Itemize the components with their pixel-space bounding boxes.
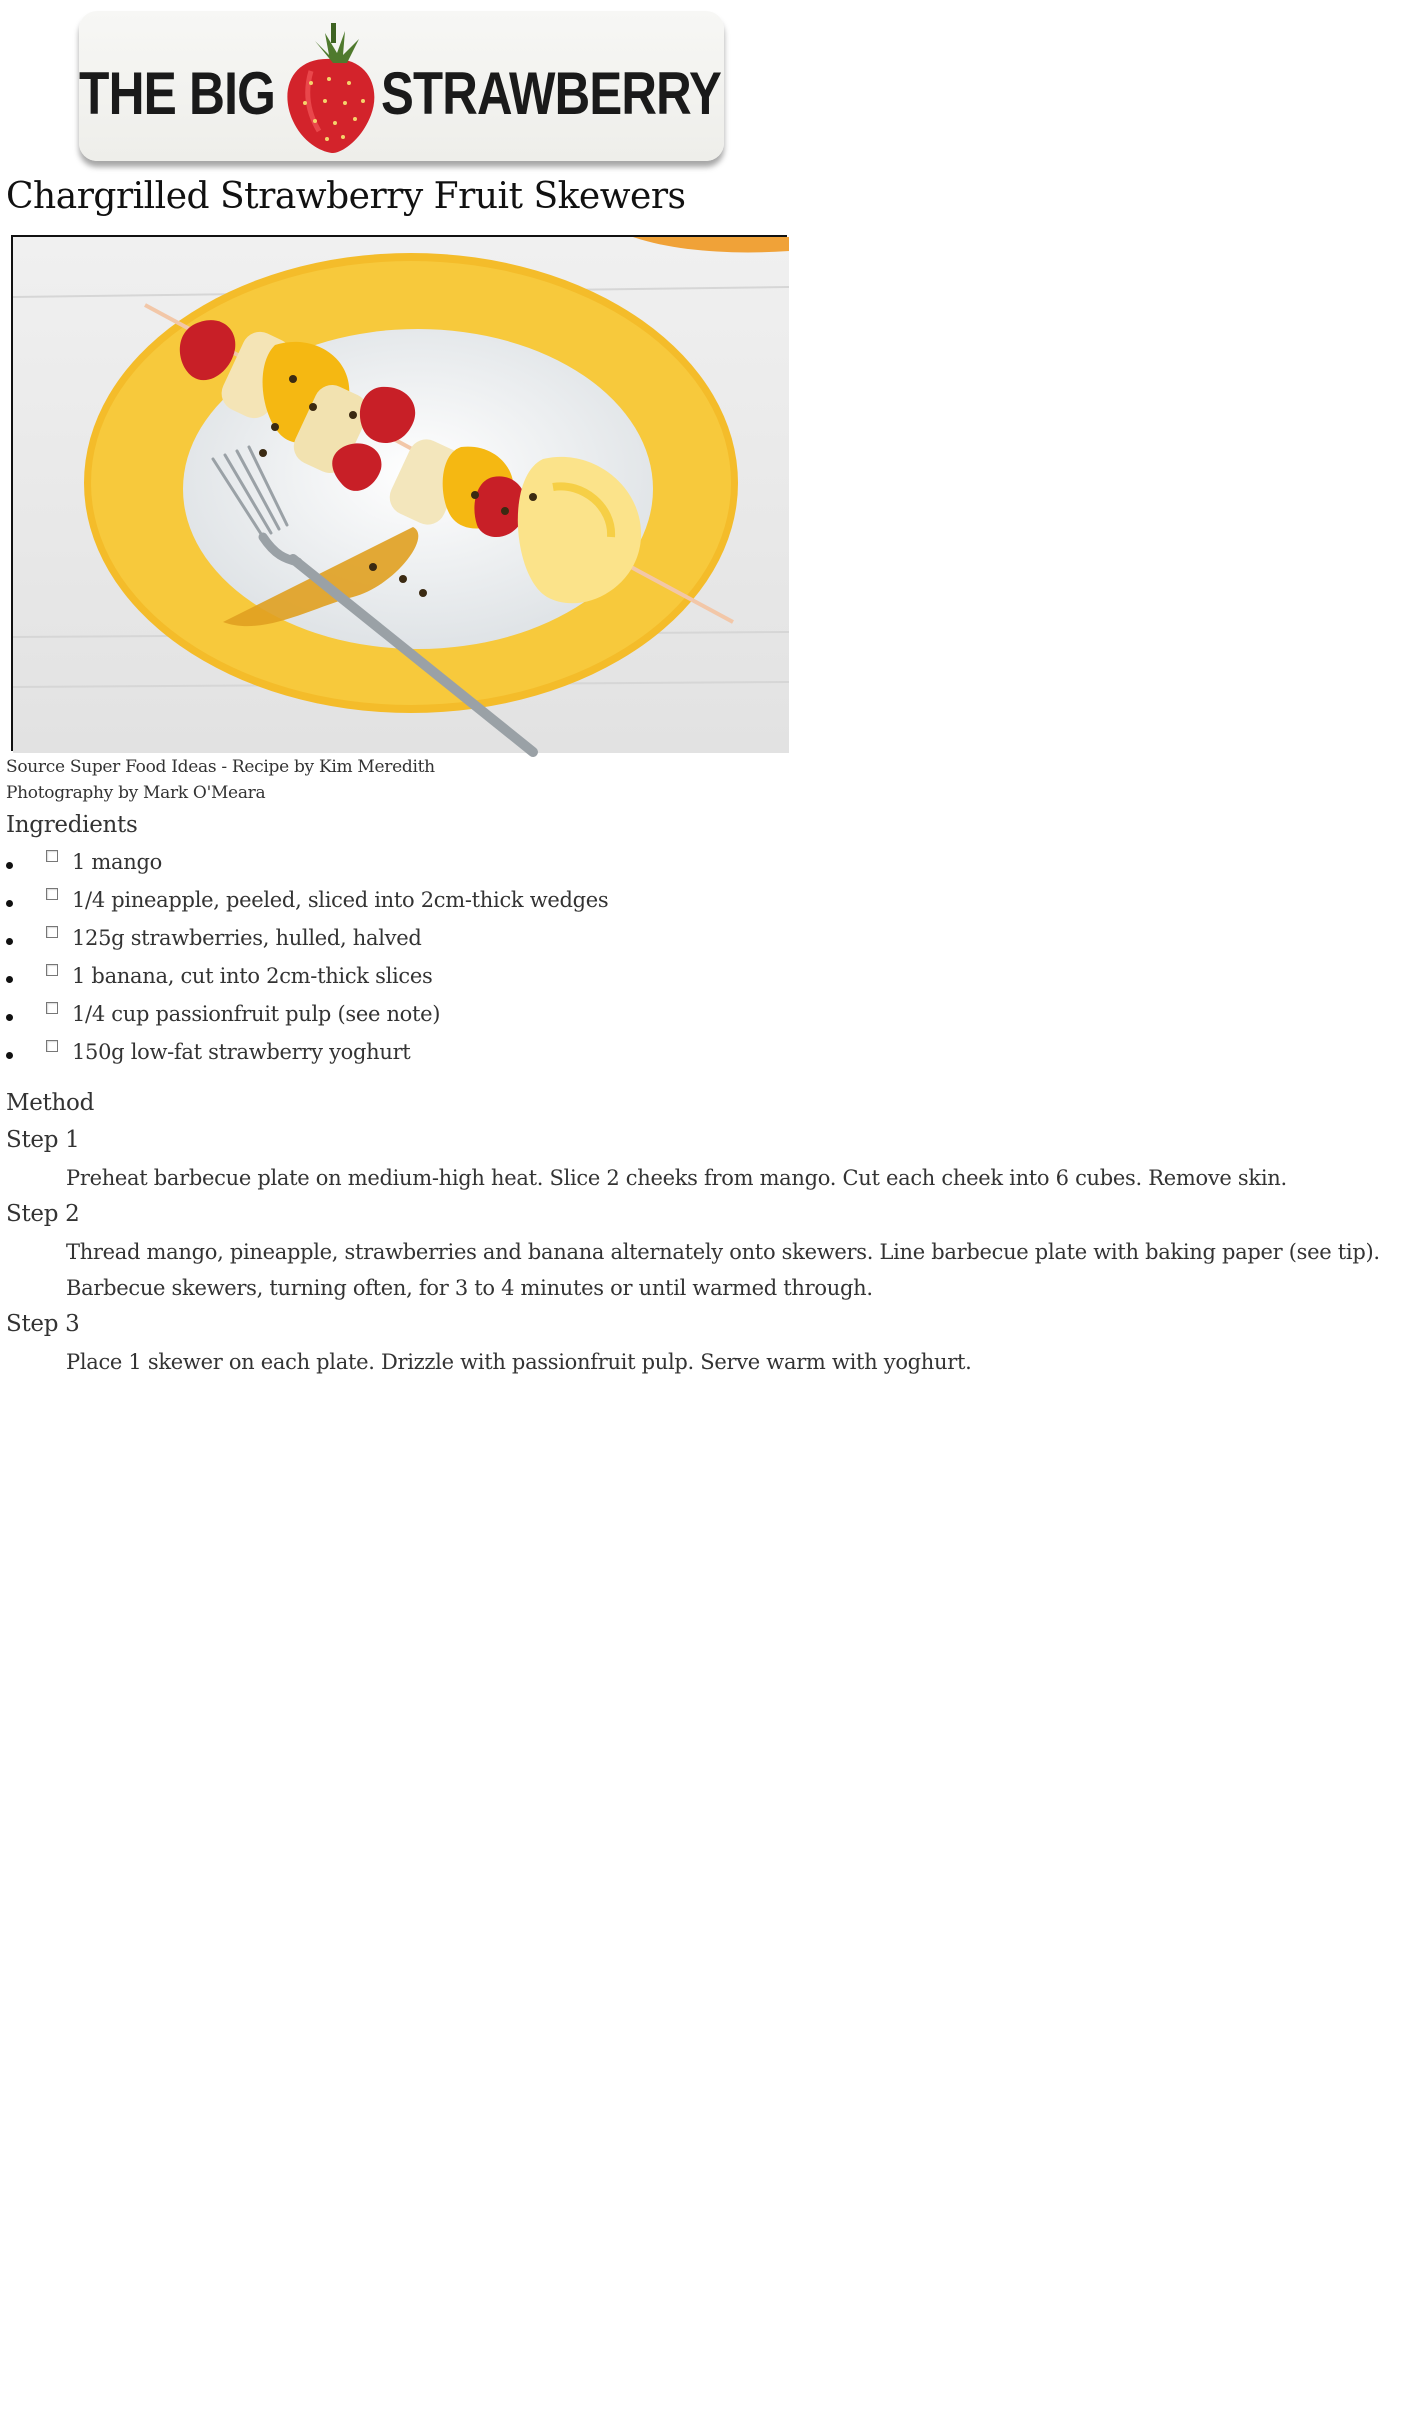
bullet-icon [6, 976, 13, 983]
ingredient-checkbox[interactable] [46, 1002, 58, 1014]
recipe-title: Chargrilled Strawberry Fruit Skewers [6, 176, 686, 217]
bullet-icon [6, 1014, 13, 1021]
recipe-photo [11, 235, 787, 751]
ingredient-text: 1/4 pineapple, peeled, sliced into 2cm-thick wedges [72, 888, 609, 912]
ingredient-text: 1 mango [72, 850, 162, 874]
skewer-photo-illustration [13, 237, 789, 753]
ingredient-text: 125g strawberries, hulled, halved [72, 926, 422, 950]
method-heading: Method [6, 1090, 94, 1116]
step-3-label: Step 3 [6, 1311, 80, 1337]
ingredient-checkbox[interactable] [46, 850, 58, 862]
ingredient-text: 1/4 cup passionfruit pulp (see note) [72, 1002, 441, 1026]
step-1-text: Preheat barbecue plate on medium-high heat. Slice 2 cheeks from mango. Cut each cheek into 6 cubes. Remove skin. [66, 1166, 1287, 1190]
ingredient-text: 150g low-fat strawberry yoghurt [72, 1040, 411, 1064]
ingredients-heading: Ingredients [6, 812, 138, 838]
ingredient-checkbox[interactable] [46, 926, 58, 938]
svg-text:STRAWBERRY: STRAWBERRY [381, 60, 722, 127]
bullet-icon [6, 900, 13, 907]
strawberry-icon [287, 23, 374, 153]
bullet-icon [6, 1052, 13, 1059]
step-3-text: Place 1 skewer on each plate. Drizzle with passionfruit pulp. Serve warm with yoghurt. [66, 1350, 972, 1374]
step-2-label: Step 2 [6, 1201, 80, 1227]
brand-logo [79, 11, 724, 161]
step-2-text: Thread mango, pineapple, strawberries and banana alternately onto skewers. Line barbecue plate with baking paper (see tip). Barbecue skewers, turning often, for 3 to 4 minutes or until warmed through. [66, 1240, 1380, 1300]
bullet-icon [6, 938, 13, 945]
logo-artwork [79, 11, 724, 161]
ingredient-checkbox[interactable] [46, 888, 58, 900]
ingredient-checkbox[interactable] [46, 964, 58, 976]
svg-text:THE BIG: THE BIG [79, 60, 275, 127]
step-1-label: Step 1 [6, 1127, 80, 1153]
credit-source: Source Super Food Ideas - Recipe by Kim Meredith [6, 757, 435, 777]
ingredient-checkbox[interactable] [46, 1040, 58, 1052]
bullet-icon [6, 862, 13, 869]
credit-photo: Photography by Mark O'Meara [6, 783, 266, 803]
ingredient-text: 1 banana, cut into 2cm-thick slices [72, 964, 433, 988]
